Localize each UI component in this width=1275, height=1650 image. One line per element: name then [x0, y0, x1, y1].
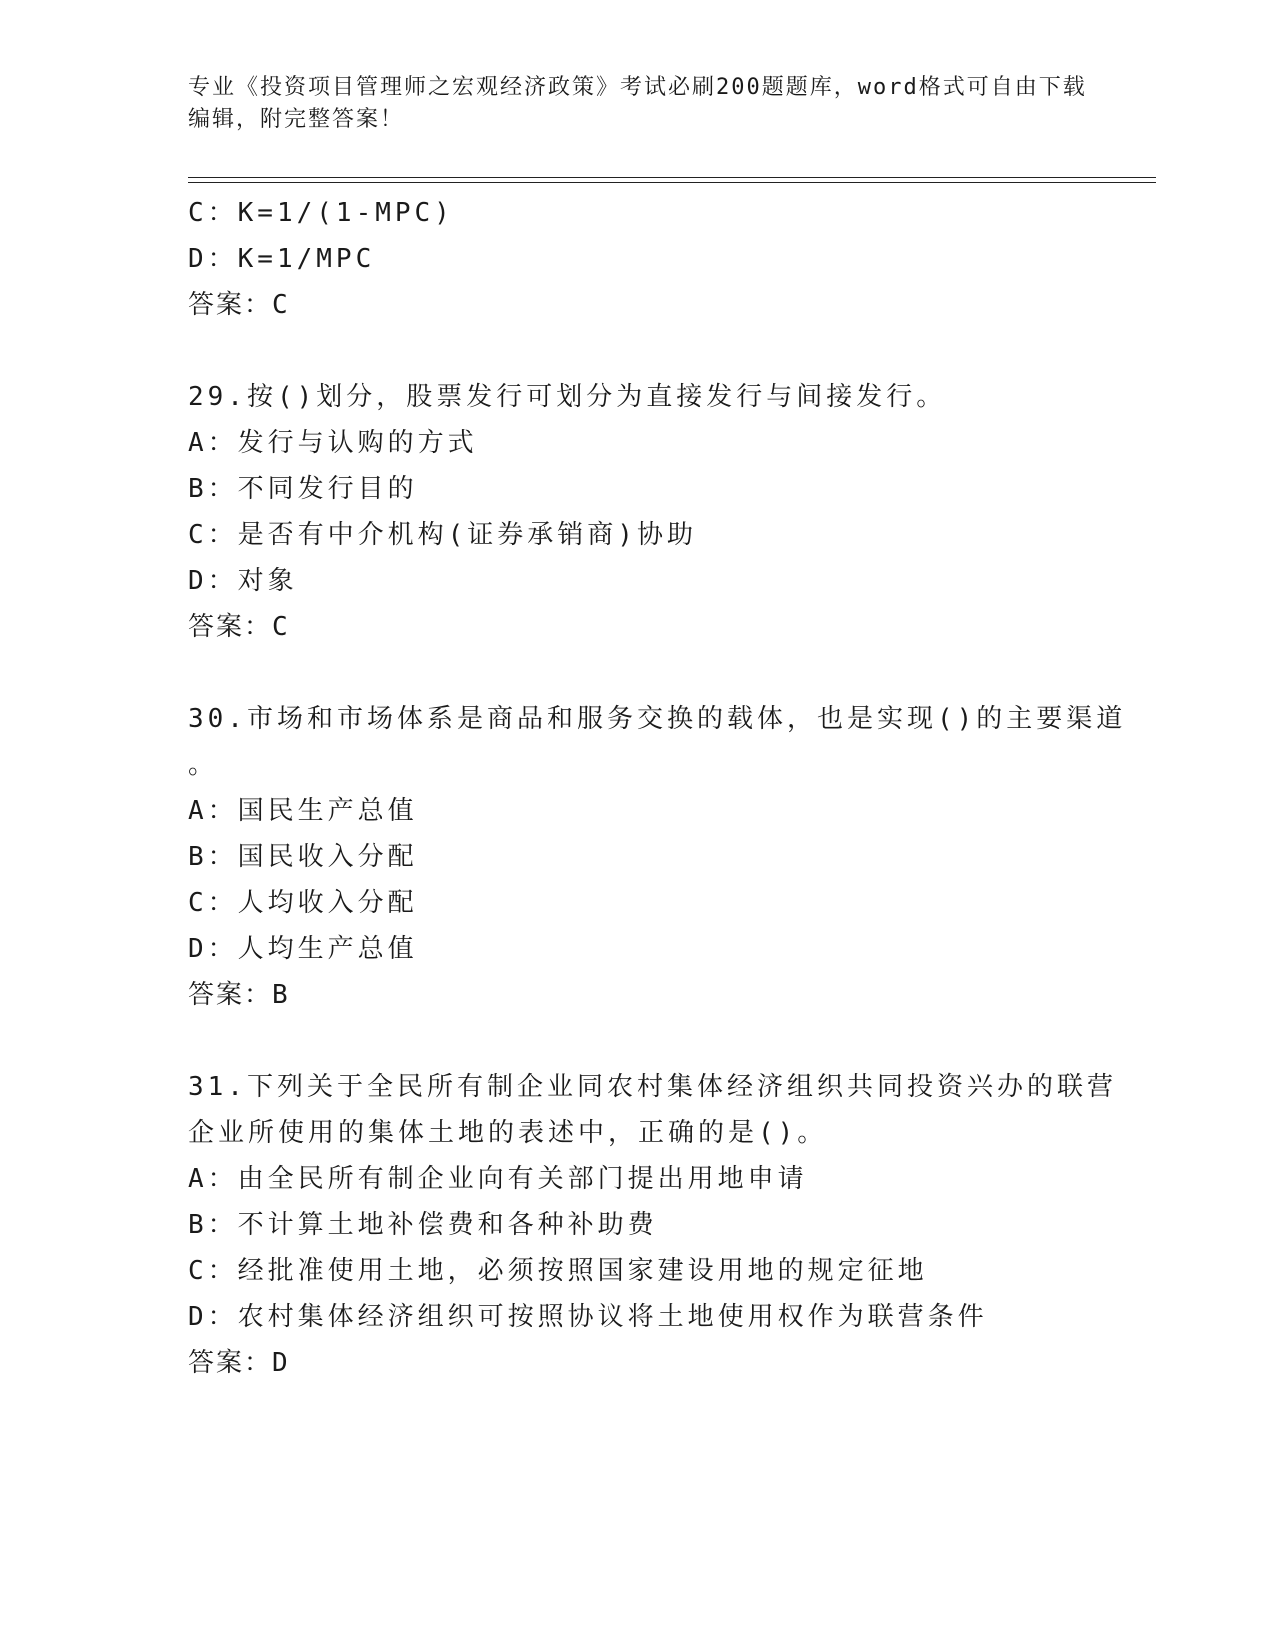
header-divider-top	[188, 177, 1156, 178]
answer: 答案：B	[188, 980, 290, 1010]
document-header: 专业《投资项目管理师之宏观经济政策》考试必刷200题题库，word格式可自由下载编辑，附完整答案！	[188, 75, 1087, 132]
question-text-continued: 企业所使用的集体土地的表述中，正确的是()。	[188, 1118, 828, 1148]
partial-question	[188, 190, 1088, 328]
option-c: C：K=1/(1-MPC)	[188, 198, 454, 228]
answer: 答案：C	[188, 612, 290, 642]
question-list	[188, 190, 1127, 1386]
question-30	[188, 696, 1127, 1018]
option-c: C：经批准使用土地，必须按照国家建设用地的规定征地	[188, 1256, 928, 1286]
option-a: A：发行与认购的方式	[188, 428, 478, 458]
option-b: B：不计算土地补偿费和各种补助费	[188, 1210, 658, 1240]
option-b: B：国民收入分配	[188, 842, 418, 872]
option-b: B：不同发行目的	[188, 474, 418, 504]
answer: 答案：C	[188, 290, 290, 320]
option-d: D：人均生产总值	[188, 934, 418, 964]
option-d: D：农村集体经济组织可按照协议将土地使用权作为联营条件	[188, 1302, 988, 1332]
option-d: D：K=1/MPC	[188, 244, 376, 274]
option-c: C：是否有中介机构(证券承销商)协助	[188, 520, 697, 550]
option-d: D：对象	[188, 566, 298, 596]
header-divider-bottom	[188, 182, 1156, 183]
option-a: A：国民生产总值	[188, 796, 418, 826]
question-text: 31.下列关于全民所有制企业同农村集体经济组织共同投资兴办的联营	[188, 1072, 1117, 1102]
question-29	[188, 374, 1088, 650]
option-a: A：由全民所有制企业向有关部门提出用地申请	[188, 1164, 808, 1194]
question-text: 30.市场和市场体系是商品和服务交换的载体，也是实现()的主要渠道	[188, 704, 1127, 734]
question-text-continued: 。	[188, 750, 219, 780]
answer: 答案：D	[188, 1348, 290, 1378]
option-c: C：人均收入分配	[188, 888, 418, 918]
question-31	[188, 1064, 1117, 1386]
question-text: 29.按()划分，股票发行可划分为直接发行与间接发行。	[188, 382, 947, 412]
